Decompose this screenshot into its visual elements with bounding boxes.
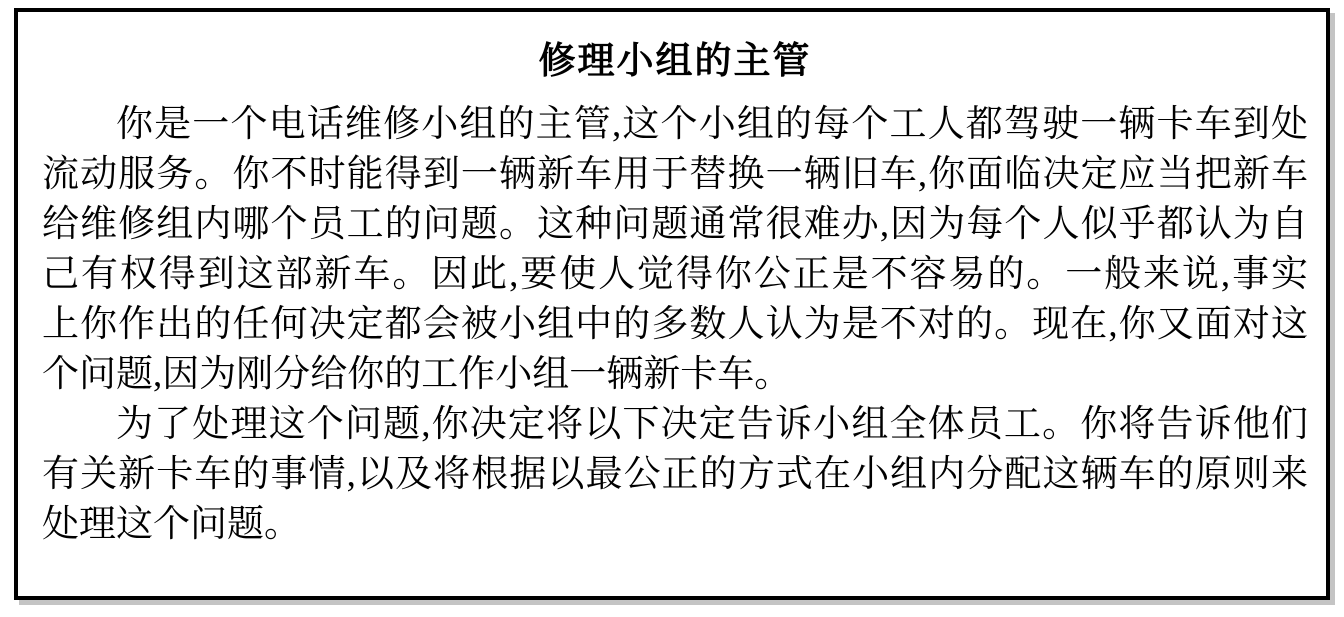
page-title: 修理小组的主管 <box>538 40 812 81</box>
text-line: 流动服务。你不时能得到一辆新车用于替换一辆旧车,你面临决定应当把新车 <box>42 154 1308 195</box>
paragraph-2 <box>42 400 1308 550</box>
text-line: 有关新卡车的事情,以及将根据以最公正的方式在小组内分配这辆车的原则来 <box>42 454 1308 495</box>
text-line: 己有权得到这部新车。因此,要使人觉得你公正是不容易的。一般来说,事实 <box>42 254 1308 295</box>
text-line: 为了处理这个问题,你决定将以下决定告诉小组全体员工。你将告诉他们 <box>116 404 1308 445</box>
text-line: 给维修组内哪个员工的问题。这种问题通常很难办,因为每个人似乎都认为自 <box>42 204 1308 245</box>
text-line: 处理这个问题。 <box>42 504 301 545</box>
text-line: 你是一个电话维修小组的主管,这个小组的每个工人都驾驶一辆卡车到处 <box>116 104 1308 145</box>
text-line: 个问题,因为刚分给你的工作小组一辆新卡车。 <box>42 354 792 395</box>
paragraph-1 <box>42 100 1308 400</box>
text-line: 上你作出的任何决定都会被小组中的多数人认为是不对的。现在,你又面对这 <box>42 304 1308 345</box>
document-border-box <box>14 8 1330 600</box>
